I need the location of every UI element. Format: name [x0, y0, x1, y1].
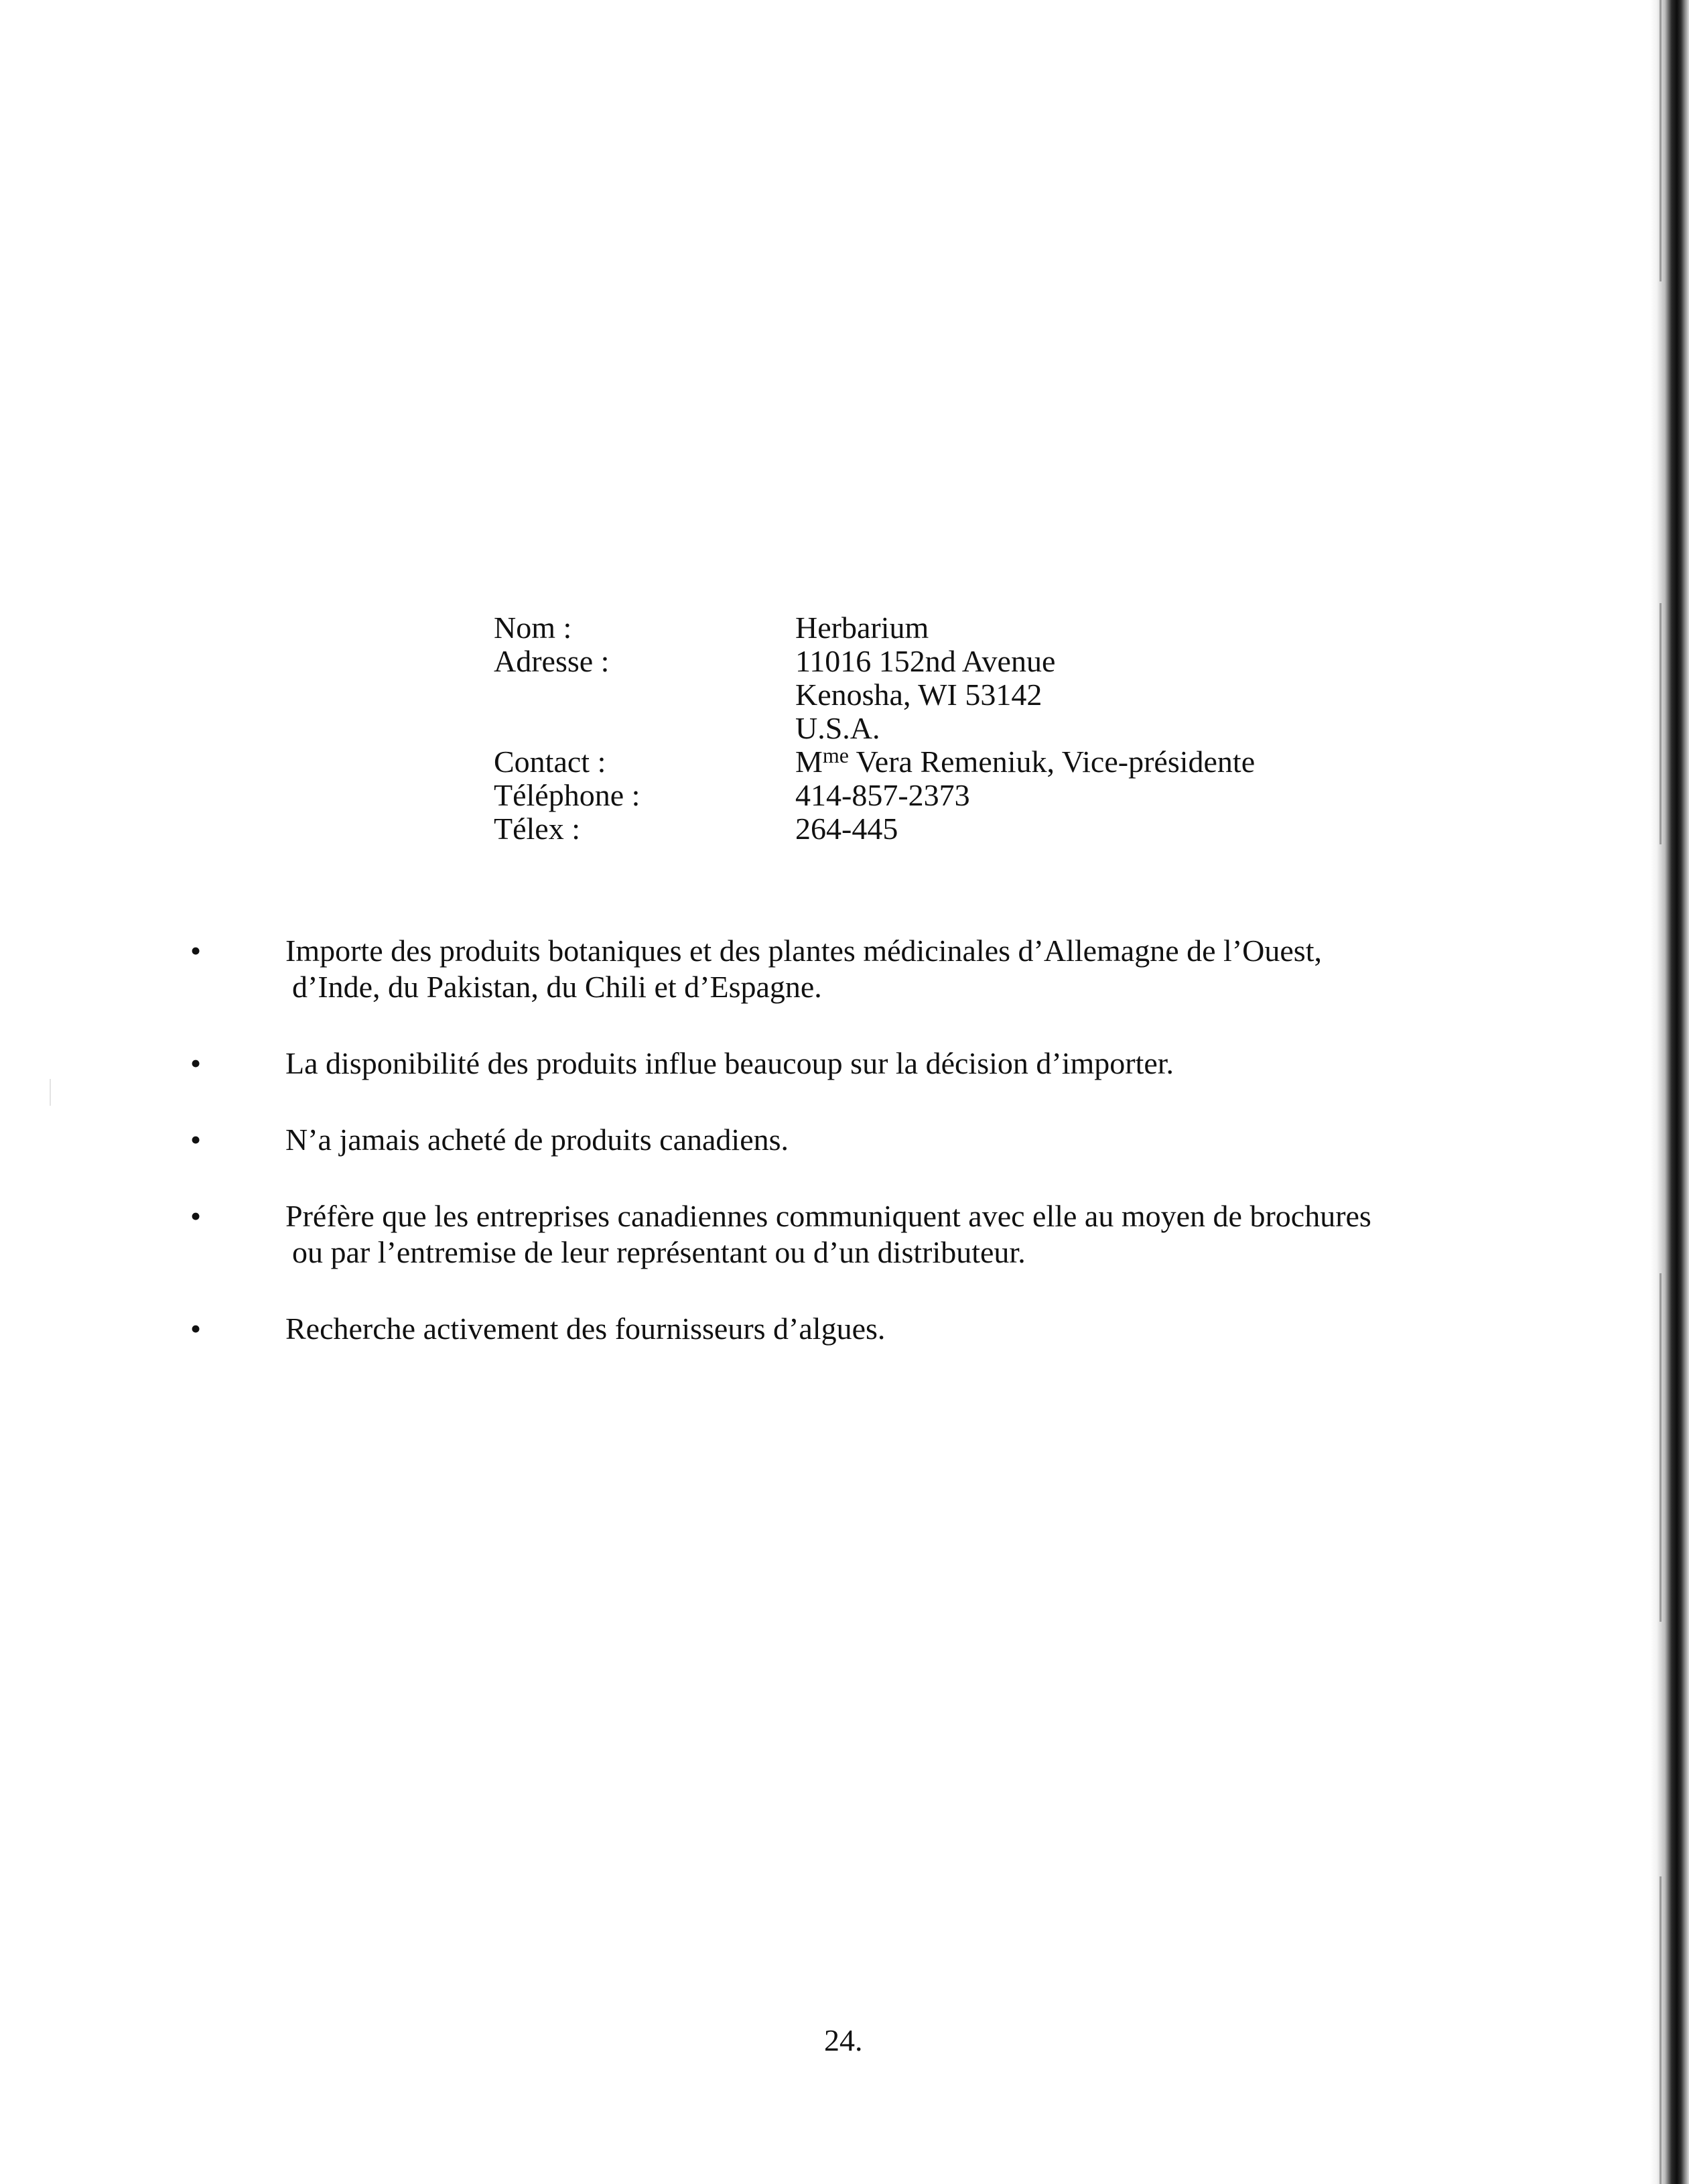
bullet-dot: • — [190, 1311, 202, 1346]
bullet-list — [190, 933, 1503, 1387]
bullet-dot: • — [190, 1122, 202, 1157]
address-country: U.S.A. — [795, 711, 880, 745]
bullet-item — [190, 1122, 1503, 1158]
bullet-item — [190, 1045, 1503, 1082]
bullet-item — [190, 1311, 1503, 1347]
contact-label: Contact : — [494, 745, 606, 779]
phone-label: Téléphone : — [494, 778, 640, 812]
info-row-contact — [494, 745, 1255, 779]
contact-info-block — [494, 611, 1255, 846]
bullet-text-line: La disponibilité des produits influe beaucoup sur la décision d’importer. — [285, 1046, 1174, 1080]
bullet-text-line: ou par l’entremise de leur représentant ou d’un distributeur. — [292, 1235, 1026, 1269]
bullet-text-line: N’a jamais acheté de produits canadiens. — [285, 1122, 789, 1157]
bullet-dot: • — [190, 1046, 202, 1080]
address-label: Adresse : — [494, 644, 610, 678]
info-row-country — [494, 712, 1255, 745]
contact-person: Vera Remeniuk, Vice-présidente — [849, 745, 1256, 779]
scan-speck — [50, 1079, 51, 1106]
bullet-text-line: d’Inde, du Pakistan, du Chili et d’Espagne. — [292, 970, 822, 1004]
info-row-name — [494, 611, 1255, 645]
telex-label: Télex : — [494, 812, 580, 846]
name-value: Herbarium — [795, 611, 929, 645]
city-label — [494, 678, 795, 712]
bullet-text-line: Importe des produits botaniques et des plantes médicinales d’Allemagne de l’Ouest, — [285, 934, 1322, 968]
country-label — [494, 712, 795, 745]
bullet-text-line: Recherche activement des fournisseurs d’algues. — [285, 1311, 886, 1346]
address-city: Kenosha, WI 53142 — [795, 678, 1042, 712]
address-street: 11016 152nd Avenue — [795, 644, 1056, 678]
bullet-text-line: Préfère que les entreprises canadiennes communiquent avec elle au moyen de brochures — [285, 1199, 1371, 1233]
contact-title-superscript: me — [822, 743, 849, 767]
page-number: 24. — [824, 2023, 863, 2057]
telex-value: 264-445 — [795, 812, 898, 846]
phone-value: 414-857-2373 — [795, 778, 970, 812]
contact-value — [795, 745, 1255, 779]
contact-title-prefix: M — [795, 745, 823, 779]
info-row-phone — [494, 779, 1255, 812]
bullet-item — [190, 1198, 1503, 1271]
info-row-city — [494, 678, 1255, 712]
bullet-dot: • — [190, 934, 202, 968]
info-row-telex — [494, 812, 1255, 846]
bullet-dot: • — [190, 1199, 202, 1233]
name-label: Nom : — [494, 611, 572, 645]
info-row-address — [494, 645, 1255, 678]
scan-binding-edge — [1650, 0, 1689, 2184]
bullet-item — [190, 933, 1503, 1005]
